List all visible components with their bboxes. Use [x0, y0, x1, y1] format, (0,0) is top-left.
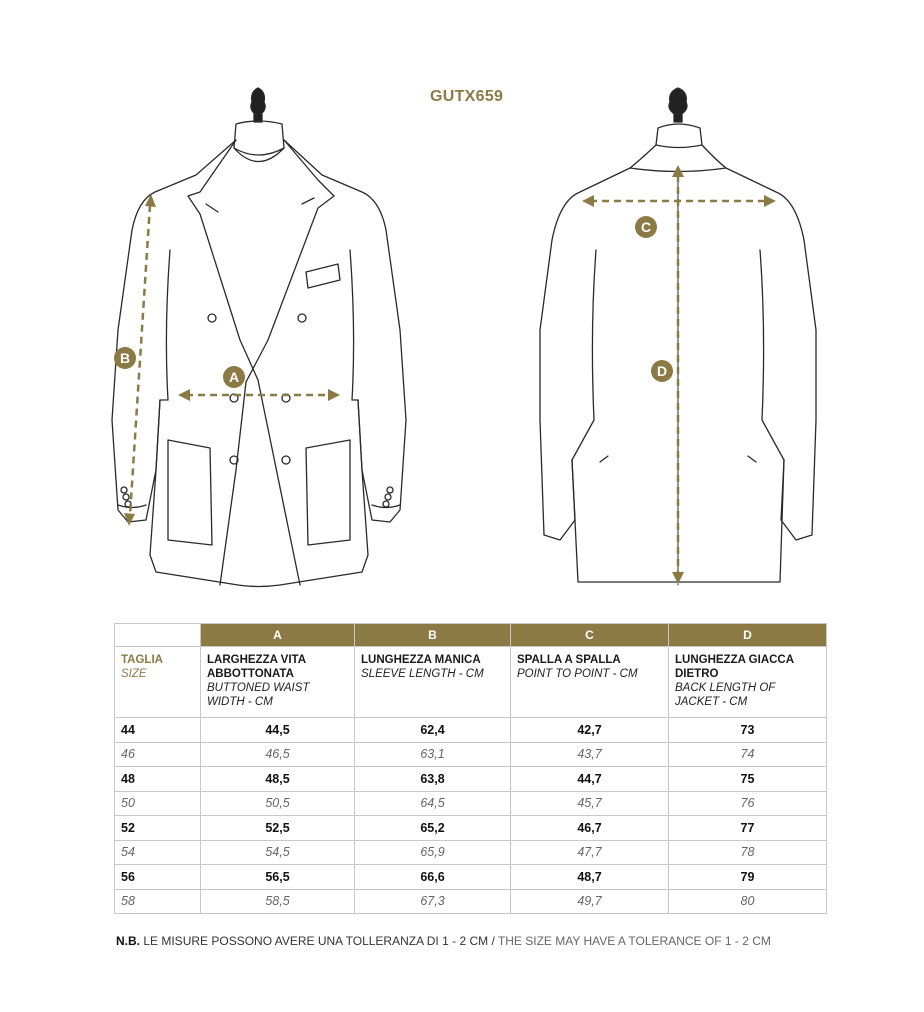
- table-row: [115, 767, 827, 792]
- value-c: 49,7: [511, 889, 669, 914]
- value-c: 48,7: [511, 865, 669, 890]
- value-a: 52,5: [201, 816, 355, 841]
- value-c: 45,7: [511, 791, 669, 816]
- value-d: 75: [669, 767, 827, 792]
- table-row: [115, 865, 827, 890]
- svg-text:B: B: [119, 350, 131, 366]
- value-b: 65,2: [355, 816, 511, 841]
- taglia-label: TAGLIA: [121, 654, 163, 666]
- value-a: 44,5: [201, 718, 355, 743]
- taglia-cell: [115, 647, 201, 718]
- value-a: 54,5: [201, 840, 355, 865]
- table-row: [115, 840, 827, 865]
- value-a: 50,5: [201, 791, 355, 816]
- badge-b: [114, 347, 136, 369]
- value-d: 74: [669, 742, 827, 767]
- column-header-a: A: [201, 624, 355, 647]
- tolerance-note: [116, 934, 771, 948]
- column-header-d: D: [669, 624, 827, 647]
- jacket-back-illustration: [525, 80, 835, 595]
- size-cell: 56: [115, 865, 201, 890]
- table-row: [115, 816, 827, 841]
- badge-c: [635, 216, 657, 238]
- badge-a: [223, 366, 245, 388]
- value-c: 44,7: [511, 767, 669, 792]
- size-table: [114, 623, 827, 914]
- value-b: 63,1: [355, 742, 511, 767]
- value-a: 48,5: [201, 767, 355, 792]
- size-cell: 48: [115, 767, 201, 792]
- value-c: 43,7: [511, 742, 669, 767]
- table-row: [115, 889, 827, 914]
- note-separator: /: [488, 934, 498, 948]
- value-a: 58,5: [201, 889, 355, 914]
- value-d: 76: [669, 791, 827, 816]
- svg-text:D: D: [656, 363, 668, 379]
- size-cell: 50: [115, 791, 201, 816]
- value-d: 80: [669, 889, 827, 914]
- size-cell: 54: [115, 840, 201, 865]
- value-c: 46,7: [511, 816, 669, 841]
- value-a: 56,5: [201, 865, 355, 890]
- table-row: [115, 718, 827, 743]
- description-b: LUNGHEZZA MANICA SLEEVE LENGTH - CM: [355, 647, 511, 718]
- size-cell: 44: [115, 718, 201, 743]
- value-d: 78: [669, 840, 827, 865]
- note-italian: LE MISURE POSSONO AVERE UNA TOLLERANZA DI 1 - 2 CM: [143, 934, 489, 948]
- product-code: GUTX659: [430, 88, 504, 105]
- svg-text:C: C: [640, 219, 652, 235]
- table-row: [115, 791, 827, 816]
- value-b: 63,8: [355, 767, 511, 792]
- header-blank-cell: [115, 624, 201, 647]
- value-d: 73: [669, 718, 827, 743]
- size-cell: 46: [115, 742, 201, 767]
- column-header-b: B: [355, 624, 511, 647]
- size-label: SIZE: [121, 668, 147, 680]
- description-a: LARGHEZZA VITA ABBOTTONATA BUTTONED WAIST WIDTH - CM: [201, 647, 355, 718]
- description-d: LUNGHEZZA GIACCA DIETRO BACK LENGTH OF JACKET - CM: [669, 647, 827, 718]
- note-label: N.B.: [116, 934, 140, 948]
- jacket-front-illustration: [100, 80, 420, 595]
- note-english: THE SIZE MAY HAVE A TOLERANCE OF 1 - 2 CM: [497, 934, 771, 948]
- value-b: 62,4: [355, 718, 511, 743]
- value-b: 64,5: [355, 791, 511, 816]
- value-a: 46,5: [201, 742, 355, 767]
- badge-d: [651, 360, 673, 382]
- table-header-row: [115, 624, 827, 647]
- table-description-row: [115, 647, 827, 718]
- svg-text:A: A: [228, 369, 240, 385]
- value-b: 65,9: [355, 840, 511, 865]
- value-c: 42,7: [511, 718, 669, 743]
- column-header-c: C: [511, 624, 669, 647]
- value-b: 66,6: [355, 865, 511, 890]
- description-c: SPALLA A SPALLA POINT TO POINT - CM: [511, 647, 669, 718]
- value-b: 67,3: [355, 889, 511, 914]
- size-cell: 52: [115, 816, 201, 841]
- value-d: 79: [669, 865, 827, 890]
- table-row: [115, 742, 827, 767]
- size-cell: 58: [115, 889, 201, 914]
- value-d: 77: [669, 816, 827, 841]
- value-c: 47,7: [511, 840, 669, 865]
